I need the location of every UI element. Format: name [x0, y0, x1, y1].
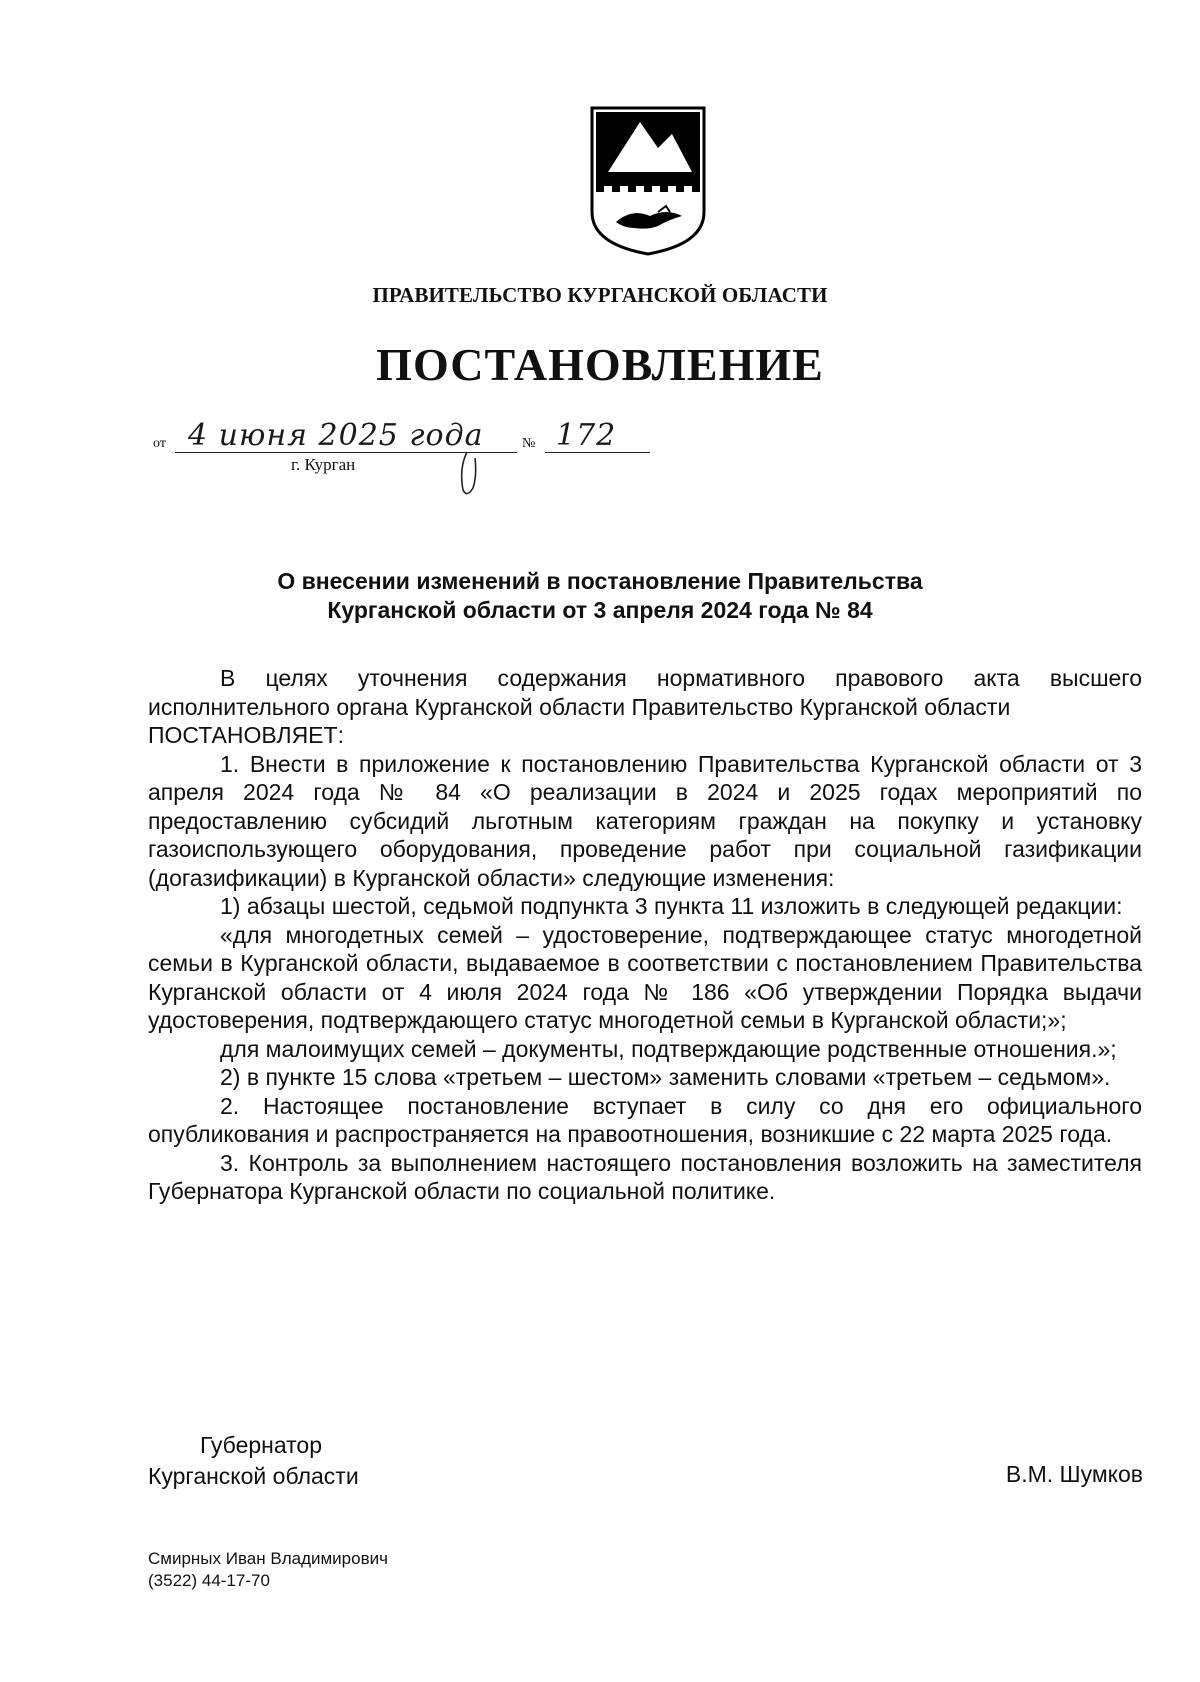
handwritten-date: 4 июня 2025 года [188, 418, 484, 453]
signatory-title-line-1: Губернатор [200, 1432, 323, 1458]
paragraph-item-3: 3. Контроль за выполнением настоящего постановления возложить на заместителя Губернатора Курганской области по социальной политике. [148, 1149, 1142, 1204]
number-label: № [522, 436, 536, 451]
subject-line-2: Курганской области от 3 апреля 2024 года № 84 [327, 597, 873, 623]
subject-line-1: О внесении изменений в постановление Правительства [277, 568, 923, 594]
handwritten-mark-icon [455, 448, 485, 500]
paragraph-item-2: 2. Настоящее постановление вступает в силу со дня его официального опубликования и распространяется на правоотношения, возникшие с 22 марта 2025 года. [148, 1092, 1142, 1147]
signatory-title-line-2: Курганской области [148, 1463, 359, 1489]
document-type-title: ПОСТАНОВЛЕНИЕ [376, 339, 824, 390]
paragraph-subitem-1: 1) абзацы шестой, седьмой подпункта 3 пункта 11 изложить в следующей редакции: [220, 893, 1123, 919]
paragraph-quote-low-income: для малоимущих семей – документы, подтверждающие родственные отношения.»; [220, 1035, 1117, 1062]
decree-subject [0, 567, 1200, 625]
government-name: ПРАВИТЕЛЬСТВО КУРГАНСКОЙ ОБЛАСТИ [372, 283, 828, 307]
handwritten-number: 172 [556, 418, 617, 453]
date-prefix: от [153, 436, 166, 451]
signatory-title [148, 1430, 359, 1492]
executor-name: Смирных Иван Владимирович [148, 1549, 388, 1568]
city-label: г. Курган [291, 455, 356, 474]
paragraph-subitem-2: 2) в пункте 15 слова «третьем – шестом» заменить словами «третьем – седьмом». [220, 1064, 1111, 1090]
paragraph-resolves: ПОСТАНОВЛЯЕТ: [148, 722, 344, 748]
executor-info [148, 1548, 388, 1592]
paragraph-quote-large-families: «для многодетных семей – удостоверение, подтверждающее статус многодетной семьи в Курганской области, выдаваемое в соответствии с постановлением Правительства Курганской области от 4 июля 2024 года № 186 «Об утверждении Порядка выдачи удостоверения, подтверждающего статус многодетной семьи в Курганской области;»; [148, 921, 1142, 1033]
executor-phone: (3522) 44-17-70 [148, 1571, 270, 1590]
paragraph-item-1: 1. Внести в приложение к постановлению Правительства Курганской области от 3 апреля 2024 года № 84 «О реализации в 2024 и 2025 годах мероприятий по предоставлению субсидий льготным категориям граждан на покупку и установку газоиспользующего оборудования, проведение работ при социальной газификации (догазификации) в Курганской области» следующие изменения: [148, 750, 1142, 891]
signatory-name: В.М. Шумков [1005, 1461, 1143, 1487]
paragraph-preamble: В целях уточнения содержания нормативного правового акта высшего исполнительного органа Курганской области Правительство Курганской области [148, 665, 1142, 720]
coat-of-arms-emblem [588, 104, 708, 256]
decree-body [148, 664, 1142, 1206]
